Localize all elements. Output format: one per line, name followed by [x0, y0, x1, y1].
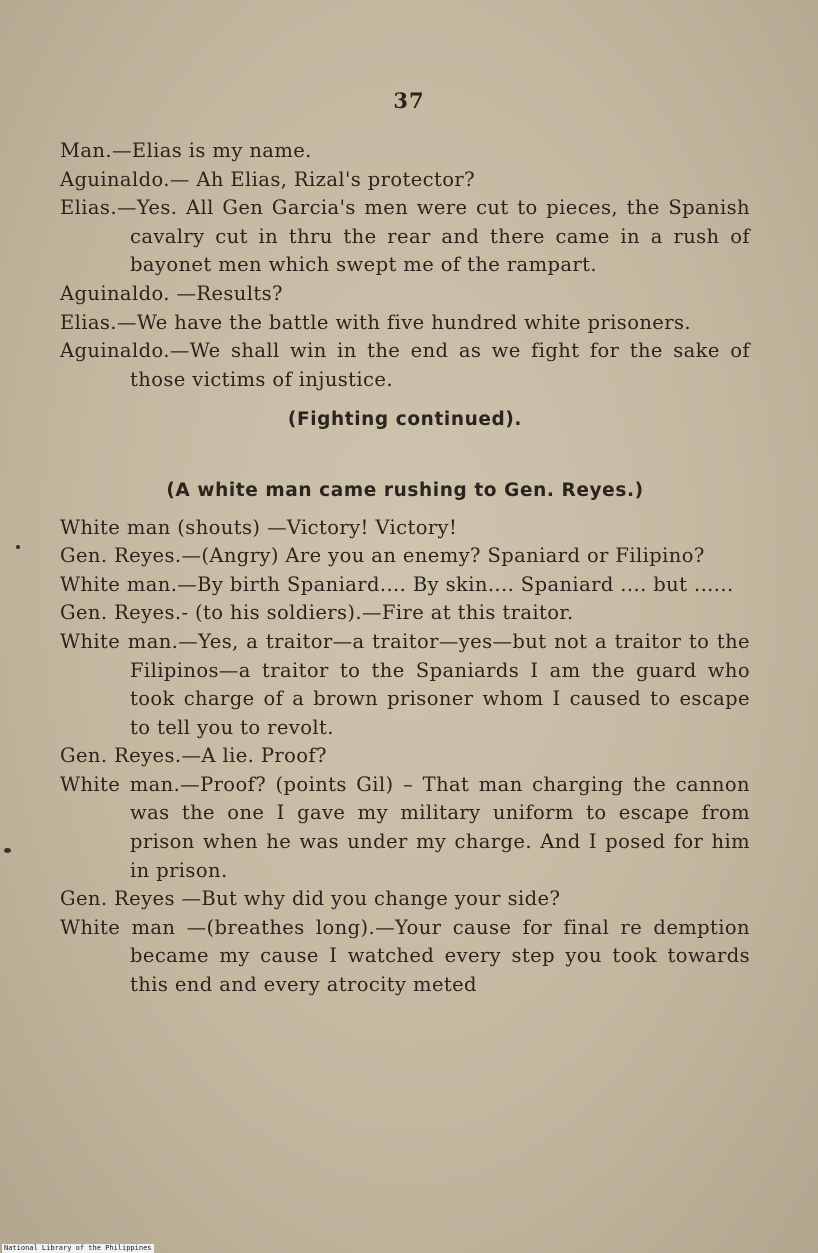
dialogue-line: White man.—By birth Spaniard.... By skin.... Spaniard .... but ...... [60, 572, 734, 596]
dialogue-line: Gen. Reyes.—(Angry) Are you an enemy? Spaniard or Filipino? [60, 544, 705, 568]
paper-speck [16, 545, 20, 549]
dialogue-line: Man.—Elias is my name. [60, 139, 312, 162]
dialogue-line: Elias.—Yes. All Gen Garcia's men were cut to pieces, the Spanish cavalry cut in thru the rear and there came in a rush of bayonet men which swept me of the rampart. [60, 196, 750, 277]
stage-direction: (A white man came rushing to Gen. Reyes.) [166, 479, 644, 501]
dialogue-line: Aguinaldo.—We shall win in the end as we fight for the sake of those victims of injustice. [60, 339, 750, 391]
dialogue-line: White man (shouts) —Victory! Victory! [60, 515, 458, 539]
stage-direction: (Fighting continued). [287, 409, 523, 431]
dialogue-line: Gen. Reyes.- (to his soldiers).—Fire at this traitor. [60, 601, 574, 625]
dialogue-line: Aguinaldo. —Results? [60, 281, 283, 305]
dialogue-line: White man —(breathes long).—Your cause for final re demption became my cause I watched every step you took towards this end and every atrocity meted [60, 915, 750, 997]
dialogue-line: White man.—Proof? (points Gil) – That man charging the cannon was the one I gave my military uniform to escape from prison when he was under my charge. And I posed for him in prison. [60, 772, 750, 882]
page-number: 37 [393, 88, 425, 113]
dialogue-line: Gen. Reyes.—A lie. Proof? [60, 744, 327, 768]
paper-speck [4, 848, 11, 853]
dialogue-line: Gen. Reyes —But why did you change your side? [60, 887, 561, 911]
dialogue-line: White man.—Yes, a traitor—a traitor—yes—but not a traitor to the Filipinos—a traitor to the Spaniards I am the guard who took charge of a brown prisoner whom I caused to escape to tell you to revolt. [60, 629, 750, 739]
dialogue-text [60, 137, 750, 1000]
library-watermark: National Library of the Philippines [4, 1244, 152, 1252]
dialogue-line: Aguinaldo.— Ah Elias, Rizal's protector? [60, 167, 475, 191]
dialogue-line: Elias.—We have the battle with five hundred white prisoners. [60, 310, 691, 334]
